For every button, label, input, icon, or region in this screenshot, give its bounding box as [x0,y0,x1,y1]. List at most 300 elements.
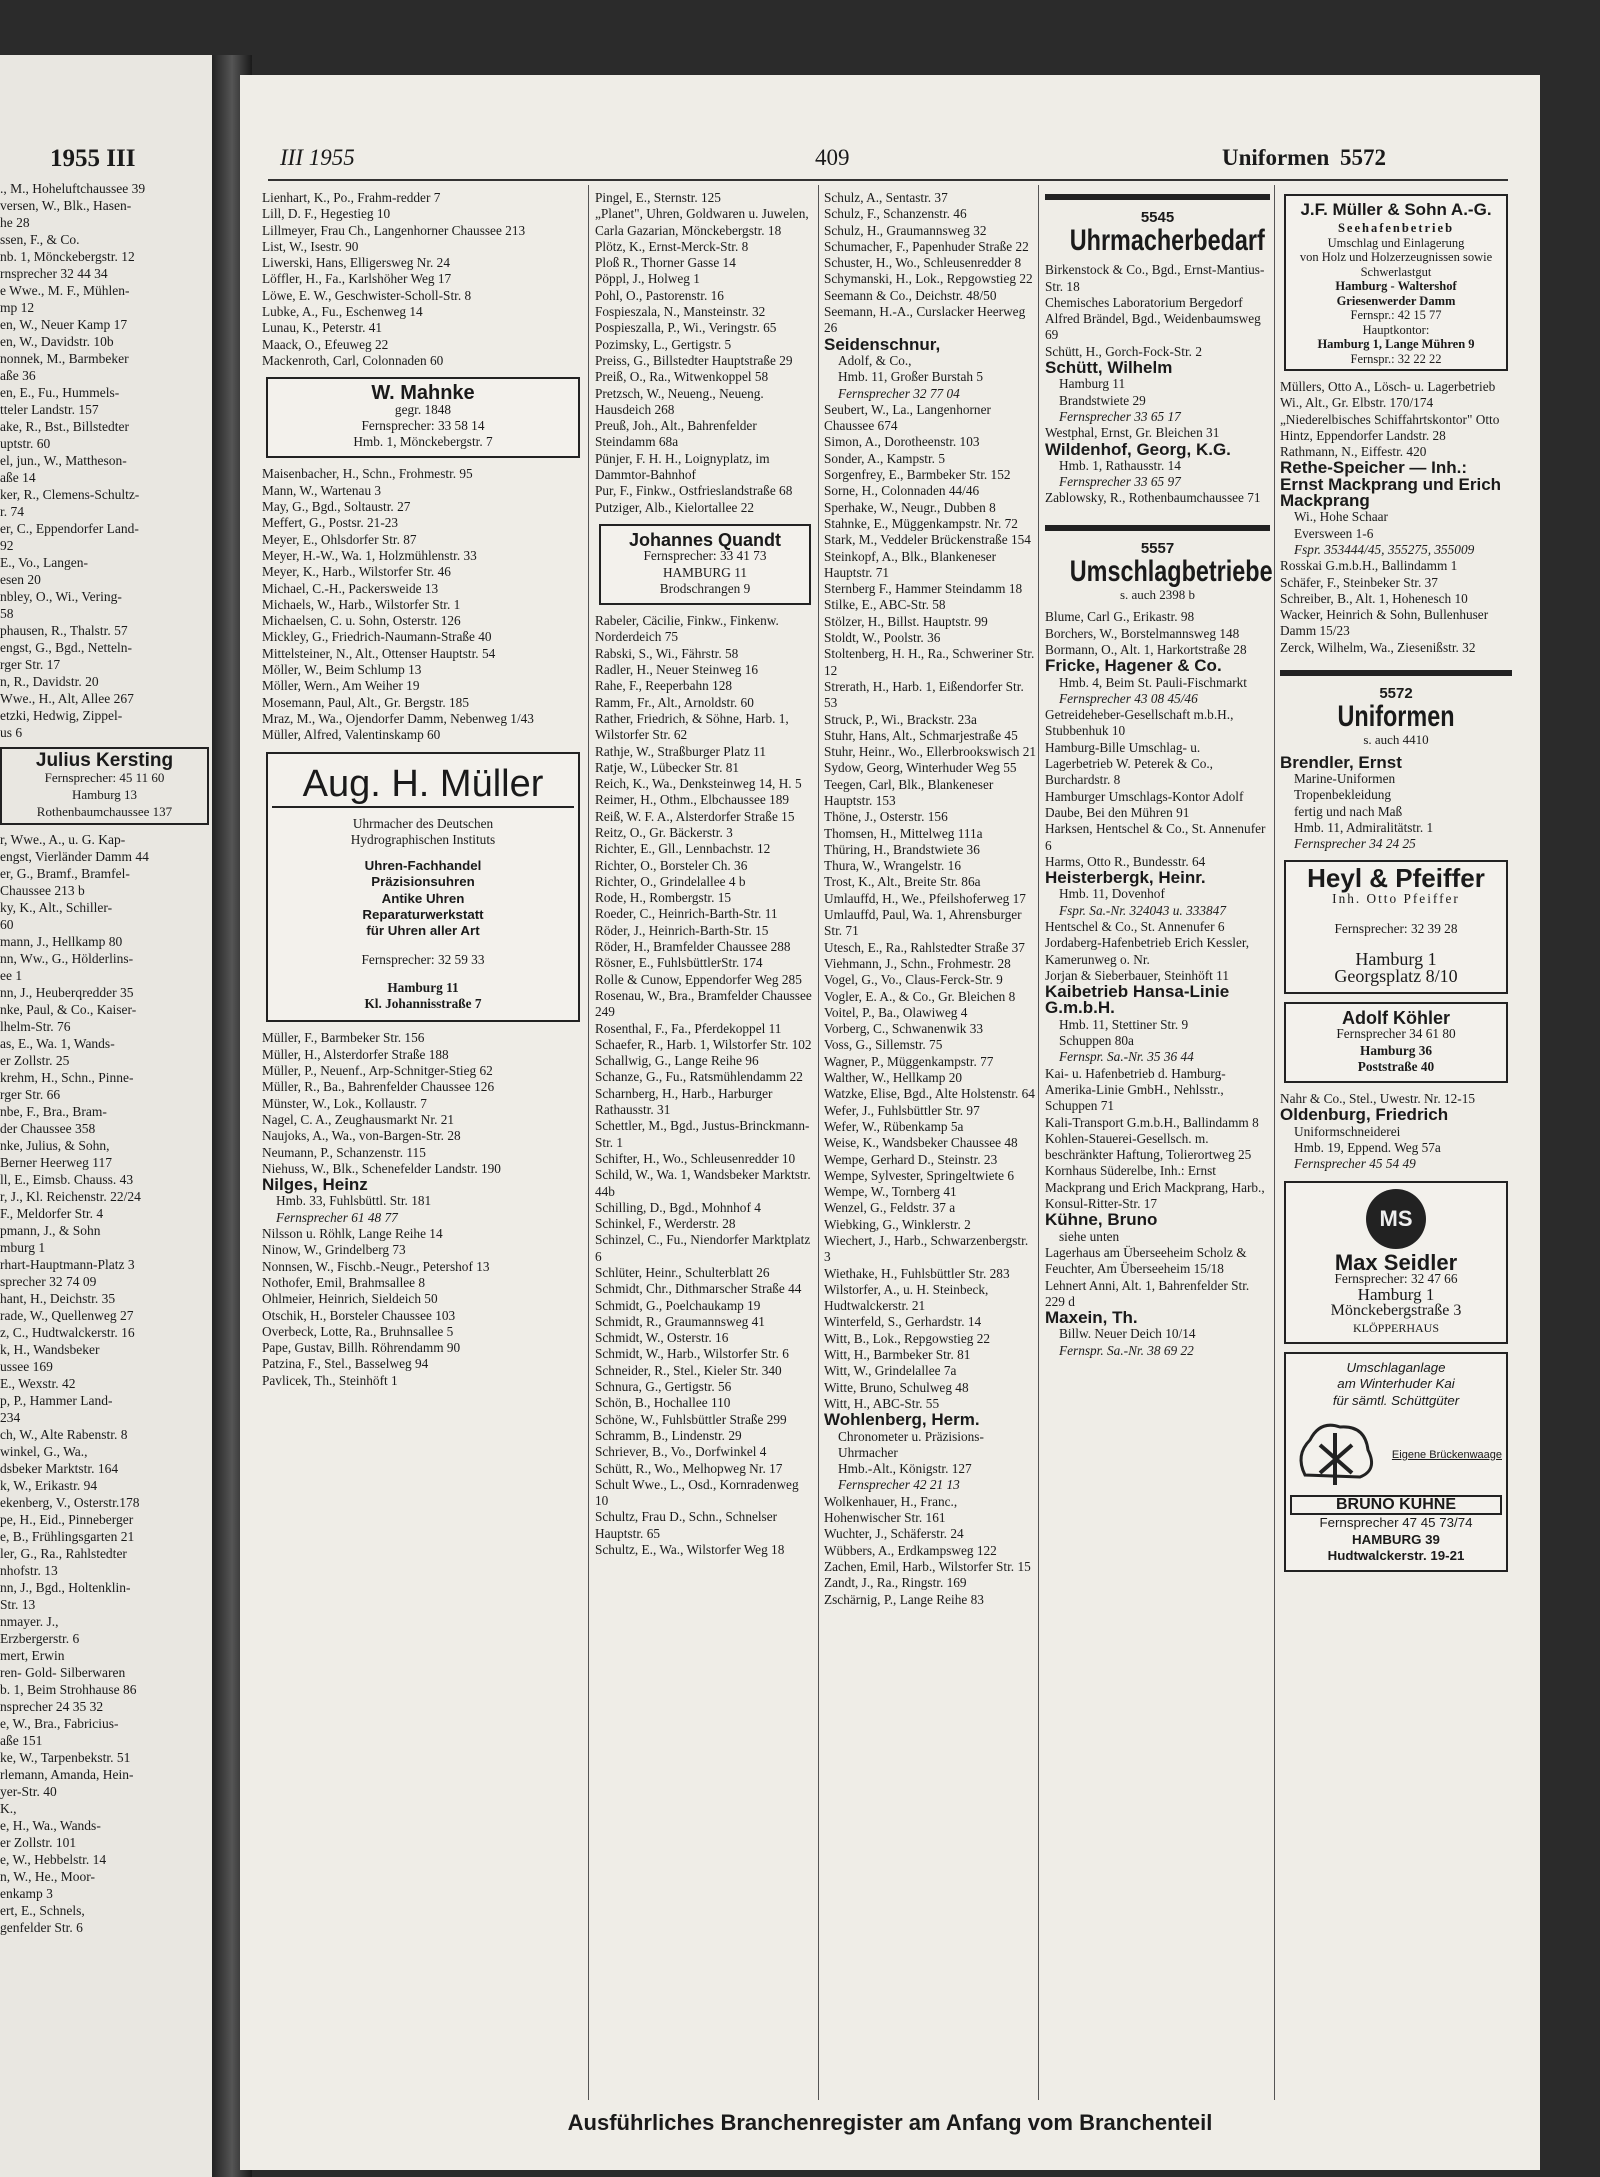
list-item: Chemisches Laboratorium Bergedorf Alfred Brändel, Bgd., Weidenbaumsweg 69 [1045,294,1261,343]
list-item: Pohl, O., Pastorenstr. 16 [595,287,724,303]
list-item: Lill, D. F., Hegestieg 10 [262,206,391,222]
list-item: Pur, F., Finkw., Ostfrieslandstraße 68 [595,483,793,499]
ad-phone: Fernsprecher 34 61 80 [1336,1026,1456,1042]
list-item: Löwe, E. W., Geschwister-Scholl-Str. 8 [262,287,472,303]
ad-street: Brodschrangen 9 [659,580,751,596]
list-item: Meyer, H.-W., Wa. 1, Holzmühlenstr. 33 [262,547,477,563]
entry-phone: Fernsprecher 45 54 49 [1294,1156,1416,1172]
header-left: III 1955 [280,145,355,170]
heyl-pfeiffer-ad [1284,860,1508,993]
list-item: Birkenstock & Co., Bgd., Ernst-Mantius-Str. 18 [1045,262,1265,294]
muller-ad [266,752,580,1023]
entry-name: Maxein, Th. [1045,1308,1138,1328]
list-item: Wilstorfer, A., u. H. Steinbeck, Hudtwalckerstr. 21 [824,1281,989,1314]
entry-name: Rethe-Speicher — Inh.: Ernst Mackprang und Erich Mackprang [1280,458,1502,511]
list-item: e, W., Hebbelstr. 14 [0,1852,107,1867]
entry-phone: Fernsprecher 33 65 17 [1059,408,1181,424]
list-item: us 6 [0,725,23,740]
entry-line: Hmb. 19, Eppend. Weg 57a [1294,1139,1441,1155]
list-item: Seubert, W., La., Langenhorner Chaussee 674 [824,401,991,434]
list-item: Richter, O., Grindelallee 4 b [595,873,746,889]
entry-list [595,190,815,516]
list-item: lhelm-Str. 76 [0,1019,71,1034]
column-5 [1280,190,1512,1580]
list-item: Thomsen, H., Mittelweg 111a [824,825,983,841]
ad-line: Hamburg 1, Lange Mühren 9 [1317,337,1475,351]
list-item: e Wwe., M. F., Mühlen- [0,283,130,298]
kersting-ad [0,747,209,825]
ad-phone: Fernsprecher: 33 58 14 [361,417,485,433]
ad-name: Adolf Köhler [1342,1007,1450,1028]
entry-list [262,1226,584,1389]
entry-list [1280,379,1512,460]
list-item: Steinkopf, A., Blk., Blankeneser Hauptstr. 71 [824,548,997,580]
list-item: Mackenroth, Carl, Colonnaden 60 [262,352,444,368]
list-item: Schallwig, G., Lange Reihe 96 [595,1053,759,1069]
list-item: Michaelsen, C. u. Sohn, Osterstr. 126 [262,613,461,629]
list-item: Hamburg-Bille Umschlag- u. Lagerbetrieb W. Peterek & Co., Burchardstr. 8 [1045,739,1214,788]
list-item: Richter, O., Borsteler Ch. 36 [595,857,748,873]
entry-line: fertig und nach Maß [1294,803,1403,819]
section-title: Uhrmacherbedarf [1069,224,1265,258]
list-item: Schütt, R., Wo., Melhopweg Nr. 17 [595,1460,783,1476]
list-item: Ohlmeier, Heinrich, Sieldeich 50 [262,1291,438,1307]
entry-line: Adolf, & Co., [838,352,912,368]
list-item: Mittelsteiner, N., Alt., Ottenser Hauptstr. 54 [262,645,496,661]
list-item: Rolle & Cunow, Eppendorfer Weg 285 [595,971,802,987]
list-item: Wagner, P., Müggenkampstr. 77 [824,1053,994,1069]
list-item: Watzke, Elise, Bgd., Alte Holstenstr. 64 [824,1086,1035,1102]
list-item: rhart-Hauptmann-Platz 3 [0,1257,135,1272]
list-item: Müller, H., Alsterdorfer Straße 188 [262,1046,449,1062]
page-footer: Ausführliches Branchenregister am Anfang vom Branchenteil [567,2110,1213,2135]
entry-list [824,190,1036,337]
list-item: ler, G., Ra., Rahlstedter [0,1546,127,1561]
list-item: Witt, B., Lok., Repgowstieg 22 [824,1330,991,1346]
entry-phone: Fernsprecher 43 08 45/46 [1059,690,1198,706]
list-item: Sydow, Georg, Winterhuder Weg 55 [824,760,1017,776]
list-item: Schettler, M., Bgd., Justus-Brinckmann-Str. 1 [595,1118,810,1150]
list-item: Vorberg, C., Schwanenwik 33 [824,1021,984,1037]
list-item: ekenberg, V., Osterstr.178 [0,1495,140,1510]
list-item: Lunau, K., Peterstr. 41 [262,320,383,336]
list-item: Schneider, R., Stel., Kieler Str. 340 [595,1362,782,1378]
section-bar [1280,670,1512,676]
list-item: Schumacher, F., Papenhuder Straße 22 [824,238,1029,254]
ad-line: Uhren-Fachhandel [364,858,482,874]
seidenschnur-entry [824,334,1036,402]
list-item: „Planet", Uhren, Goldwaren u. Juwelen, Carla Gazarian, Mönckebergstr. 18 [595,206,809,238]
list-item: Schulz, A., Sentastr. 37 [824,190,948,205]
list-item: Umlauffd, H., We., Pfeilshoferweg 17 [824,890,1026,906]
entry-list [1045,1245,1270,1310]
list-item: Wempe, Sylvester, Springeltwiete 6 [824,1167,1015,1183]
section-5572 [1280,686,1512,749]
entry-phone: Fernsprecher 34 24 25 [1294,836,1416,852]
list-item: Stoltenberg, H. H., Ra., Schweriner Str. 12 [824,646,1035,678]
list-item: Voitel, P., Ba., Olawiweg 4 [824,1004,968,1020]
list-item: Pretzsch, W., Neueng., Neueng. Hausdeich 268 [595,385,764,417]
entry-name: Heisterbergk, Heinr. [1045,868,1206,888]
entry-phone: Fernspr. Sa.-Nr. 35 36 44 [1059,1049,1194,1065]
list-item: Naujoks, A., Wa., von-Bargen-Str. 28 [262,1128,461,1144]
list-item: Rabski, S., Wi., Fährstr. 58 [595,645,739,661]
section-see-also: s. auch 4410 [1363,732,1429,748]
ad-street: Rothenbaumchaussee 137 [36,804,173,819]
list-item: nke, Julius, & Sohn, [0,1138,110,1153]
list-item: ake, R., Bst., Billstedter [0,419,129,434]
list-item: en, E., Fu., Hummels- [0,385,120,400]
list-item: Stoldt, W., Poolstr. 36 [824,630,941,646]
list-item: Schreiber, B., Alt. 1, Hohenesch 10 [1280,590,1468,606]
list-item: Wempe, Gerhard D., Steinstr. 23 [824,1151,998,1167]
list-item: Wwe., H., Alt, Allee 267 [0,691,134,706]
list-item: Schulz, F., Schanzenstr. 46 [824,206,967,222]
list-item: Thöne, J., Osterstr. 156 [824,809,948,825]
list-item: Münster, W., Lok., Kollaustr. 7 [262,1095,427,1111]
entry-line: Hmb. 11, Dovenhof [1059,886,1165,902]
entry-phone: Fspr. Sa.-Nr. 324043 u. 333847 [1059,902,1226,918]
list-item: Strerath, H., Harb. 1, Eißendorfer Str. 53 [824,678,1024,711]
list-item: May, G., Bgd., Soltaustr. 27 [262,499,411,515]
list-item: Borchers, W., Borstelmannsweg 148 [1045,625,1240,641]
ad-line: Eigene Brückenwaage [1391,1448,1502,1461]
list-item: en, W., Neuer Kamp 17 [0,317,128,332]
ad-line: für sämtl. Schüttgüter [1332,1392,1460,1408]
ad-line: für Uhren aller Art [366,923,480,939]
list-item: n, W., He., Moor- [0,1869,95,1884]
list-item: Neumann, P., Schanzenstr. 115 [262,1144,426,1160]
list-item: Lubke, A., Fu., Eschenweg 14 [262,304,423,320]
list-item: Ninow, W., Grindelberg 73 [262,1242,406,1258]
list-item: krehm, H., Schn., Pinne- [0,1070,134,1085]
section-title: Uniformen [1337,700,1455,734]
ad-est: gegr. 1848 [394,401,452,417]
ad-name: Aug. H. Müller [272,762,574,808]
list-item: Westphal, Ernst, Gr. Bleichen 31 [1045,425,1220,441]
list-item: Schultz, Frau D., Schn., Schnelser Hauptstr. 65 [595,1509,778,1541]
entry-list [824,402,1036,1412]
ad-city: Hamburg 13 [71,787,138,802]
list-item: Stahnke, E., Müggenkampstr. Nr. 72 [824,515,1018,531]
list-item: Reiß, W. F. A., Alsterdorfer Straße 15 [595,808,795,824]
entry-phone: Fernspr. Sa.-Nr. 38 69 22 [1059,1342,1194,1358]
list-item: K., [0,1801,17,1816]
list-item: ker, R., Clemens-Schultz- [0,487,140,502]
list-item: z, C., Hudtwalckerstr. 16 [0,1325,135,1340]
ad-phone: Fernspr.: 32 22 22 [1350,351,1442,366]
list-item: k, H., Wandsbeker [0,1342,100,1357]
entry-line: Hmb. 4, Beim St. Pauli-Fischmarkt [1059,674,1248,690]
list-item: Wolkenhauer, H., Franc., Hohenwischer Str. 161 [824,1493,958,1526]
column-4 [1045,190,1273,1359]
list-item: Harms, Otto R., Bundesstr. 64 [1045,853,1206,869]
list-item: rnsprecher 32 44 34 [0,266,108,281]
list-item: Preiss, G., Billstedter Hauptstraße 29 [595,352,793,368]
list-item: Stuhr, Heinr., Wo., Ellerbrookswisch 21 [824,744,1036,760]
heisterbergk-entry [1045,870,1270,919]
list-item: Harksen, Hentschel & Co., St. Annenufer 6 [1045,821,1266,853]
list-item: F., Meldorfer Str. 4 [0,1206,104,1221]
ad-address: Hmb. 1, Mönckebergstr. 7 [353,434,493,450]
list-item: esen 20 [0,572,41,587]
ad-line: Griesenwerder Damm [1336,293,1456,308]
list-item: rger Str. 17 [0,657,61,672]
entry-line: Hamburg 11 [1059,376,1126,392]
list-item: aße 36 [0,368,36,383]
wildenhof-entry [1045,439,1270,491]
ad-line: Hydrographischen Instituts [350,831,496,847]
list-item: Schütt, H., Gorch-Fock-Str. 2 [1045,343,1202,359]
entry-list [595,613,815,1558]
entry-line: Eversween 1-6 [1294,525,1374,541]
list-item: Plötz, K., Ernst-Merck-Str. 8 [595,238,749,254]
left-page-column [0,180,215,1936]
ad-city: Hamburg 36 [1359,1042,1433,1058]
list-item: mp 12 [0,300,35,315]
entry-list [1045,609,1270,658]
ad-phone: Fernsprecher 47 45 73/74 [1319,1515,1473,1531]
entry-line: Uniformschneiderei [1294,1123,1401,1139]
list-item: phausen, R., Thalstr. 57 [0,623,128,638]
list-item: Schöne, W., Fuhlsbüttler Straße 299 [595,1411,787,1427]
entry-name: Wohlenberg, Herm. [824,1410,980,1430]
nilges-entry [262,1177,584,1226]
list-item: Schön, B., Hochallee 110 [595,1395,731,1411]
list-item: Wefer, W., Rübenkamp 5a [824,1118,964,1134]
ad-name: Johannes Quandt [628,529,781,550]
list-item: Zachen, Emil, Harb., Wilstorfer Str. 15 [824,1558,1031,1574]
list-item: Schifter, H., Wo., Schleusenredder 10 [595,1150,796,1166]
list-item: Schilling, D., Bgd., Mohnhof 4 [595,1199,761,1215]
schutt-entry [1045,360,1270,425]
list-item: Müller, R., Ba., Bahrenfelder Chaussee 126 [262,1079,495,1095]
ad-city: Hamburg 11 [387,979,459,995]
list-item: Struck, P., Wi., Brackstr. 23a [824,711,977,727]
list-item: rger Str. 66 [0,1087,61,1102]
list-item: Reich, K., Wa., Denksteinweg 14, H. 5 [595,776,802,792]
list-item: Thura, W., Wrangelstr. 16 [824,858,961,874]
list-item: Reimer, H., Othm., Elbchaussee 189 [595,792,790,808]
list-item: Meyer, K., Harb., Wilstorfer Str. 46 [262,564,451,580]
list-item: Wübbers, A., Erdkampsweg 122 [824,1542,997,1558]
list-item: enkamp 3 [0,1886,53,1901]
list-item: Jordaberg-Hafenbetrieb Erich Kessler, Kamerunweg o. Nr. [1045,935,1250,967]
list-item: Zerck, Wilhelm, Wa., Ziesenißstr. 32 [1280,639,1476,655]
list-item: Kali-Transport G.m.b.H., Ballindamm 8 [1045,1114,1259,1130]
entry-name: Oldenburg, Friedrich [1280,1105,1449,1125]
list-item: Erzbergerstr. 6 [0,1631,80,1646]
ad-name: Julius Kersting [35,750,174,771]
list-item: Schmidt, W., Osterstr. 16 [595,1330,729,1346]
list-item: er, G., Bramf., Bramfel- [0,866,130,881]
ad-street: Kl. Johannisstraße 7 [364,996,482,1012]
list-item: Niehuss, W., Blk., Schenefelder Landstr. 190 [262,1160,501,1176]
list-item: Vogel, G., Vo., Claus-Ferck-Str. 9 [824,972,1003,988]
list-item: er Zollstr. 25 [0,1053,70,1068]
list-item: nn, J., Bgd., Holtenklin- [0,1580,131,1595]
list-item: Schinkel, F., Werderstr. 28 [595,1216,736,1232]
jf-muller-ad [1284,194,1508,371]
list-item: e, B., Frühlingsgarten 21 [0,1529,135,1544]
bruno-kuhne-logo: BRUNO KÜHNE [1290,1495,1502,1515]
entry-address: Hmb. 33, Fuhlsbüttl. Str. 181 [276,1193,432,1209]
list-item: Getreideheber-Gesellschaft m.b.H., Stubbenhuk 10 [1045,707,1234,739]
list-item: Pape, Gustav, Billh. Röhrendamm 90 [262,1340,461,1356]
list-item: er Zollstr. 101 [0,1835,77,1850]
list-item: Lienhart, K., Po., Frahm-redder 7 [262,190,441,205]
list-item: Lagerhaus am Überseeheim Scholz & Feuchter, Am Überseeheim 15/18 [1045,1244,1247,1277]
list-item: e, H., Wa., Wands- [0,1818,101,1833]
entry-line: Marine-Uniformen [1294,770,1396,786]
column-1 [262,190,584,1389]
list-item: Pingel, E., Sternstr. 125 [595,190,721,205]
quandt-ad [599,524,811,605]
list-item: hant, H., Deichstr. 35 [0,1291,116,1306]
entry-phone: Fernsprecher 42 21 13 [838,1477,960,1493]
list-item: Zablowsky, R., Rothenbaumchaussee 71 [1045,490,1261,506]
list-item: Seemann, H.-A., Curslacker Heerweg 26 [824,304,1026,336]
list-item: Jorjan & Sieberbauer, Steinhöft 11 [1045,967,1229,983]
rethe-entry [1280,460,1512,558]
list-item: n, R., Davidstr. 20 [0,674,99,689]
mahnke-ad [266,377,580,458]
list-item: E., Vo., Langen- [0,555,88,570]
list-item: Rahe, F., Reeperbahn 128 [595,678,733,694]
list-item: versen, W., Blk., Hasen- [0,198,132,213]
list-item: Müller, Alfred, Valentinskamp 60 [262,727,441,743]
list-item: pmann, J., & Sohn [0,1223,101,1238]
ad-city: HAMBURG 39 [1352,1531,1440,1547]
list-item: Schmidt, G., Poelchaukamp 19 [595,1297,761,1313]
list-item: Rather, Friedrich, & Söhne, Harb. 1, Wilstorfer Str. 62 [595,710,789,743]
list-item: ke, W., Tarpenbekstr. 51 [0,1750,131,1765]
list-item: Meyer, E., Ohlsdorfer Str. 87 [262,531,417,547]
list-item: k, W., Erikastr. 94 [0,1478,98,1493]
list-item: E., Wexstr. 42 [0,1376,76,1391]
list-item: der Chaussee 358 [0,1121,96,1136]
ad-street: Poststraße 40 [1357,1058,1435,1074]
ad-line: von Holz und Holzerzeugnissen sowie Schwerlastgut [1299,250,1493,279]
list-item: Voss, G., Sillemstr. 75 [824,1037,943,1053]
list-item: Pospieszalla, P., Wi., Veringstr. 65 [595,320,777,336]
list-item: mann, J., Hellkamp 80 [0,934,123,949]
list-item: Schmidt, R., Graumannsweg 41 [595,1313,765,1329]
list-item: Overbeck, Lotte, Ra., Bruhnsallee 5 [262,1323,454,1339]
list-item: Müllers, Otto A., Lösch- u. Lagerbetrieb Wi., Alt., Gr. Elbstr. 170/174 [1280,379,1496,411]
kuhne-ad [1284,1352,1508,1572]
list-item: Kohlen-Stauerei-Gesellsch. m. beschränkter Haftung, Tolierortweg 25 [1045,1130,1252,1163]
list-item: tteler Landstr. 157 [0,402,99,417]
list-item: Röder, H., Bramfelder Chaussee 288 [595,939,791,955]
list-item: Rathje, W., Straßburger Platz 11 [595,743,766,759]
ad-building: KLÖPPERHAUS [1352,1320,1439,1335]
ad-name: W. Mahnke [371,382,475,405]
list-item: Ploß R., Thorner Gasse 14 [595,255,736,271]
list-item: Ratje, W., Lübecker Str. 81 [595,759,740,775]
oldenburg-entry [1280,1107,1512,1172]
ad-line: Uhrmacher des Deutschen [352,815,494,831]
list-item: Umlauffd, Paul, Wa. 1, Ahrensburger Str. 71 [824,907,1022,939]
seidler-ad [1284,1181,1508,1344]
ad-city: Hamburg 1 [1357,1285,1435,1305]
list-item: nhofstr. 13 [0,1563,58,1578]
fricke-entry [1045,658,1270,707]
list-item: Hentschel & Co., St. Annenufer 6 [1045,918,1225,934]
list-item: Bormann, O., Alt. 1, Harkortstraße 28 [1045,641,1247,657]
ad-name: J.F. Müller & Sohn A.-G. [1300,200,1492,219]
entry-line: Hmb. 11, Stettiner Str. 9 [1059,1016,1189,1032]
list-item: Kornhaus Süderelbe, Inh.: Ernst Mackprang und Erich Mackprang, Harb., Konsul-Ritter-Str. 17 [1045,1163,1265,1212]
list-item: ky, K., Alt., Schiller- [0,900,113,915]
list-item: List, W., Isestr. 90 [262,238,359,254]
list-item: ussee 169 [0,1359,53,1374]
list-item: Radler, H., Neuer Steinweg 16 [595,662,759,678]
column-divider [1274,185,1275,2100]
list-item: winkel, G., Wa., [0,1444,88,1459]
list-item: Michael, C.-H., Packersweide 13 [262,580,439,596]
entry-line: Hmb. 1, Rathausstr. 14 [1059,457,1181,473]
list-item: Pavlicek, Th., Steinhöft 1 [262,1372,398,1388]
list-item: Müller, P., Neuenf., Arp-Schnitger-Stieg 62 [262,1063,493,1079]
list-item: Schmidt, Chr., Dithmarscher Straße 44 [595,1281,802,1297]
ms-logo-icon: MS [1366,1189,1426,1249]
list-item: Maack, O., Efeuweg 22 [262,336,389,352]
list-item: Putziger, Alb., Kielortallee 22 [595,499,754,515]
column-divider [818,185,819,2100]
list-item: Schanze, G., Fu., Ratsmühlendamm 22 [595,1069,803,1085]
list-item: Wacker, Heinrich & Sohn, Bullenhuser Damm 15/23 [1280,607,1489,639]
ad-phone: Fernspr.: 42 15 77 [1350,308,1442,322]
entry-name: Kaibetrieb Hansa-Linie G.m.b.H. [1045,982,1230,1018]
list-item: nbe, F., Bra., Bram- [0,1104,107,1119]
list-item: Meffert, G., Postsr. 21-23 [262,515,399,531]
list-item: Zschärnig, P., Lange Reihe 83 [824,1591,984,1607]
page-number: 409 [815,145,850,170]
list-item: ll, E., Eimsb. Chauss. 43 [0,1172,134,1187]
list-item: Witt, W., Grindelallee 7a [824,1363,957,1379]
list-item: Möller, W., Beim Schlump 13 [262,662,422,678]
list-item: sprecher 32 74 09 [0,1274,97,1289]
entry-line: Billw. Neuer Deich 10/14 [1059,1326,1196,1342]
section-5557 [1045,539,1273,604]
list-item: r, J., Kl. Reichenstr. 22/24 [0,1189,141,1204]
list-item: p, P., Hammer Land- [0,1393,113,1408]
entry-line: Hmb.-Alt., Königstr. 127 [838,1461,972,1477]
list-item: Schramm, B., Lindenstr. 29 [595,1427,742,1443]
list-item: Schriever, B., Vo., Dorfwinkel 4 [595,1444,767,1460]
list-item: Nonnsen, W., Fischb.-Neugr., Petershof 13 [262,1258,490,1274]
list-item: Scharnberg, H., Harb., Harburger Rathausstr. 31 [595,1085,773,1118]
list-item: Rathmann, N., Eiffestr. 420 [1280,444,1427,460]
entry-phone: Fernsprecher 33 65 97 [1059,474,1181,490]
entry-name: Schütt, Wilhelm [1045,358,1173,378]
list-item: etzki, Hedwig, Zippel- [0,708,123,723]
list-item: yer-Str. 40 [0,1784,57,1799]
ad-street: Georgsplatz 8/10 [1334,965,1458,986]
list-item: Schultz, E., Wa., Wilstorfer Weg 18 [595,1542,785,1558]
list-item: Schlüter, Heinr., Schulterblatt 26 [595,1265,770,1280]
list-item: Teegen, Carl, Blk., Blankeneser Hauptstr. 153 [824,776,994,808]
entry-name: Brendler, Ernst [1280,752,1402,772]
list-item: Schuster, H., Wo., Schleusenredder 8 [824,255,1022,271]
list-item: Otschik, H., Borsteler Chaussee 103 [262,1307,456,1323]
kaibetrieb-entry [1045,984,1270,1065]
list-item: Wiethake, H., Fuhlsbüttler Str. 283 [824,1265,1010,1281]
ad-sub: Seehafenbetrieb [1337,221,1455,235]
list-item: Pünjer, F. H. H., Loignyplatz, im Dammtor-Bahnhof [595,450,770,483]
entry-name: Seidenschnur, [824,334,941,354]
